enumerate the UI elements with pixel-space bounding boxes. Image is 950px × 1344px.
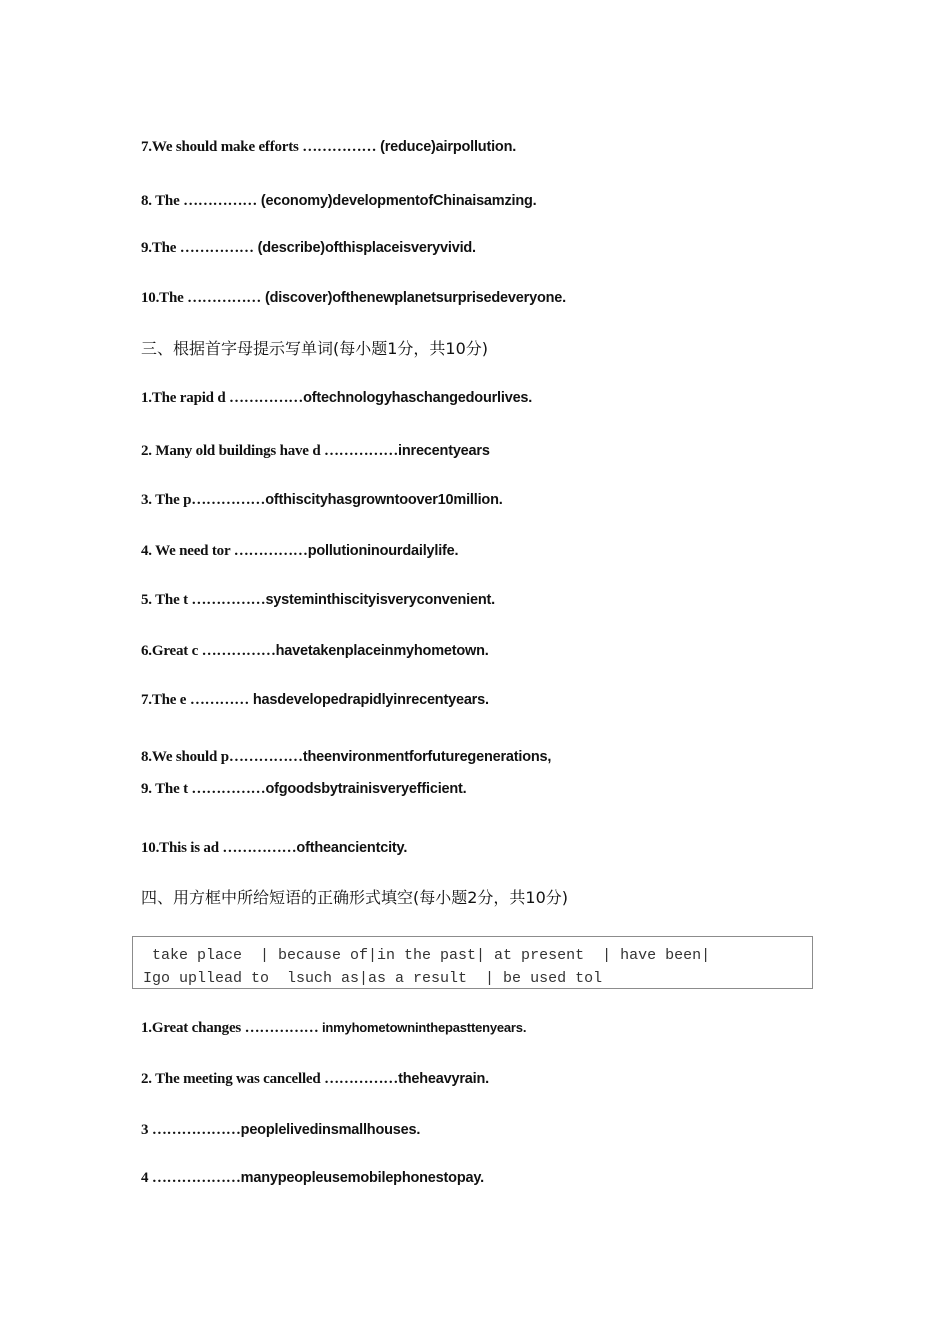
question-line (141, 1019, 526, 1037)
question-lead: 8.We should p…………… (141, 749, 303, 765)
question-rest: theenvironmentforfuturegenerations, (302, 749, 552, 765)
question-lead: 3 ……………… (141, 1122, 241, 1138)
question-line (141, 748, 551, 766)
section-heading: 四、用方框中所给短语的正确形式填空(每小题2分，共10分) (141, 888, 569, 907)
question-rest: (reduce)airpollution. (376, 139, 517, 155)
question-rest: hasdevelopedrapidlyinrecentyears. (249, 692, 489, 708)
question-rest: inrecentyears (398, 443, 490, 459)
question-rest: (economy)developmentofChinaisamzing. (257, 193, 537, 209)
question-line (141, 691, 489, 709)
question-rest: (describe)ofthisplaceisveryvivid. (253, 240, 476, 256)
question-lead: 2. Many old buildings have d …………… (141, 443, 399, 459)
phrase-box-line: Igo upllead to lsuch as|as a result | be used tol (143, 970, 603, 987)
question-line (141, 442, 490, 460)
question-lead: 2. The meeting was cancelled …………… (141, 1071, 399, 1087)
question-rest: ofthiscityhasgrowntoover10million. (265, 492, 503, 508)
question-lead: 7.We should make efforts …………… (141, 139, 377, 155)
question-line (141, 289, 566, 307)
question-line (141, 1070, 489, 1088)
question-line (141, 1121, 420, 1139)
question-rest: peoplelivedinsmallhouses. (240, 1122, 421, 1138)
question-line (141, 389, 532, 407)
question-rest: systeminthiscityisveryconvenient. (265, 592, 495, 608)
question-line (141, 138, 516, 156)
phrase-box-line: take place | because of|in the past| at present | have been| (143, 947, 711, 964)
question-rest: (discover)ofthenewplanetsurprisedeveryone. (261, 290, 566, 306)
question-lead: 7.The e ………… (141, 692, 250, 708)
question-lead: 9.The …………… (141, 240, 254, 256)
question-lead: 4. We need tor …………… (141, 543, 308, 559)
question-lead: 5. The t …………… (141, 592, 266, 608)
question-rest: theheavyrain. (398, 1071, 489, 1087)
question-rest: ofgoodsbytrainisveryefficient. (265, 781, 467, 797)
question-line (141, 642, 489, 660)
question-lead: 9. The t …………… (141, 781, 266, 797)
question-line (141, 839, 407, 857)
question-lead: 8. The …………… (141, 193, 258, 209)
question-line (141, 542, 458, 560)
question-lead: 3. The p…………… (141, 492, 266, 508)
question-rest: oftheancientcity. (296, 840, 408, 856)
question-rest: inmyhometowninthepasttenyears. (318, 1020, 527, 1035)
question-rest: manypeopleusemobilephonestopay. (240, 1170, 484, 1186)
question-lead: 1.Great changes …………… (141, 1020, 319, 1036)
question-line (141, 239, 476, 257)
question-lead: 6.Great c …………… (141, 643, 276, 659)
question-lead: 4 ……………… (141, 1170, 241, 1186)
question-rest: oftechnologyhaschangedourlives. (303, 390, 533, 406)
phrase-box (132, 936, 813, 989)
question-lead: 10.This is ad …………… (141, 840, 297, 856)
question-line (141, 591, 495, 609)
question-line (141, 491, 503, 509)
question-line (141, 780, 467, 798)
question-lead: 10.The …………… (141, 290, 262, 306)
question-rest: pollutioninourdailylife. (307, 543, 459, 559)
section-heading: 三、根据首字母提示写单词(每小题1分，共10分) (141, 339, 489, 358)
question-lead: 1.The rapid d …………… (141, 390, 304, 406)
question-line (141, 192, 537, 210)
question-rest: havetakenplaceinmyhometown. (275, 643, 489, 659)
question-line (141, 1169, 484, 1187)
